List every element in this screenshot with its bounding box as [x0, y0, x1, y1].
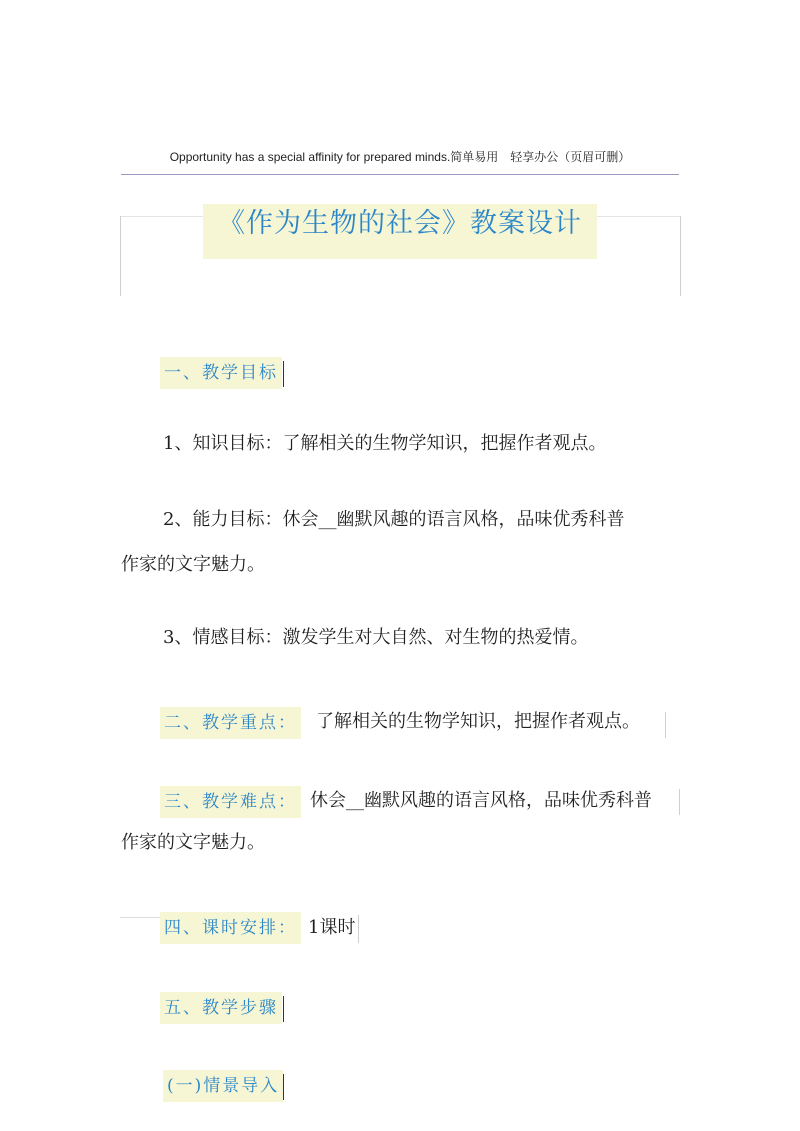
- objective-emotion: 3、情感目标：激发学生对大自然、对生物的热爱情。: [163, 627, 589, 648]
- text-caret: [283, 996, 284, 1022]
- objective-knowledge: 1、知识目标：了解相关的生物学知识，把握作者观点。: [163, 433, 607, 454]
- objective-ability-line2: 作家的文字魅力。: [121, 554, 265, 575]
- text-caret: [283, 1074, 284, 1100]
- section-heading-objectives: 一、教学目标: [160, 357, 282, 389]
- page-header: Opportunity has a special affinity for prepared minds.简单易用 轻享办公（页眉可删）: [169, 150, 631, 164]
- cell-border: [665, 712, 666, 738]
- cell-border: [358, 915, 359, 943]
- cell-border: [679, 789, 680, 815]
- schedule-text: 1课时: [308, 917, 356, 938]
- section-heading-steps: 五、教学步骤: [160, 992, 282, 1024]
- section-heading-schedule: 四、课时安排：: [160, 912, 301, 944]
- section-heading-difficulties: 三、教学难点：: [160, 786, 301, 818]
- document-title: 《作为生物的社会》教案设计: [218, 208, 582, 239]
- key-points-text: 了解相关的生物学知识，把握作者观点。: [316, 711, 640, 732]
- section-heading-key-points: 二、教学重点：: [160, 707, 301, 739]
- objective-ability-line1: 2、能力目标：休会__幽默风趣的语言风格，品味优秀科普: [163, 509, 625, 530]
- text-caret: [283, 361, 284, 387]
- difficulties-text-line2: 作家的文字魅力。: [121, 832, 265, 853]
- header-rule: [121, 174, 679, 175]
- subsection-heading-intro: (一)情景导入: [163, 1070, 283, 1102]
- difficulties-text-line1: 休会__幽默风趣的语言风格，品味优秀科普: [310, 790, 652, 811]
- cell-border-top: [120, 917, 160, 918]
